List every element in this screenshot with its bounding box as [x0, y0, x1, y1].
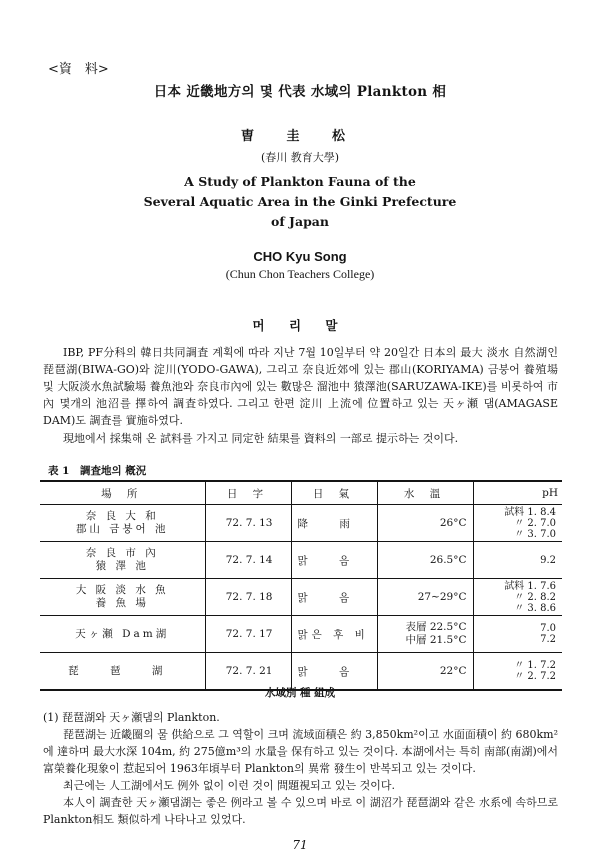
cell-date: 72. 7. 17 [205, 616, 291, 653]
section-paragraph-1: (1) 琵琶湖와 天ヶ瀬댐의 Plankton. [43, 711, 220, 724]
cell-temp: 27∼29°C [377, 579, 473, 616]
cell-place: 大 阪 淡 水 魚 養 魚 場 [40, 579, 205, 616]
title-english-line-2: Several Aquatic Area in the Ginki Prefecture [143, 194, 457, 209]
survey-sites-table [40, 480, 562, 691]
affiliation-english: (Chun Chon Teachers College) [225, 267, 375, 281]
title-korean: 日本 近畿地方의 몇 代表 水域의 Plankton 相 [153, 84, 447, 100]
title-english-line-1: A Study of Plankton Fauna of the [184, 174, 416, 189]
cell-ph: 〃 1. 7.2 〃 2. 7.2 [473, 653, 562, 691]
cell-place: 奈 良 市 內 猿 澤 池 [40, 542, 205, 579]
cell-ph: 試料 1. 7.6 〃 2. 8.2 〃 3. 8.6 [473, 579, 562, 616]
section-heading: 水域別 種 組成 [264, 687, 336, 699]
section-paragraph-2: 琵琶湖는 近畿圈의 물 供給으로 그 역할이 크며 流域面積은 約 3,850km²이고 水面面積이 約 680km²에 達하며 最大水深 104m, 約 275億m³의 水量을 保有하고 있는 것이다. 本湖에서는 특히 南部(南湖)에서 富榮養化現象이 惹起되어 1963年頃부터 Plankton의 異常 發生이 반복되고 있는 것이다. [43, 728, 558, 775]
cell-date: 72. 7. 18 [205, 579, 291, 616]
header-weather: 日 氣 [291, 481, 377, 505]
cell-ph: 試料 1. 8.4 〃 2. 7.0 〃 3. 7.0 [473, 505, 562, 542]
page-number: 71 [292, 838, 308, 852]
cell-date: 72. 7. 13 [205, 505, 291, 542]
cell-date: 72. 7. 14 [205, 542, 291, 579]
section-paragraph-4: 本人이 調査한 天ヶ瀬댐湖는 좋은 例라고 볼 수 있으며 바로 이 湖沼가 琵琶湖와 같은 水系에 속하므로 Plankton相도 類似하게 나타나고 있었다. [43, 796, 558, 826]
table-title: 表 1 調査地의 槪況 [48, 465, 147, 477]
author-english: CHO Kyu Song [253, 249, 347, 264]
preface-heading: 머 리 말 [252, 318, 348, 333]
table-row [40, 616, 562, 653]
cell-ph: 7.0 7.2 [473, 616, 562, 653]
cell-temp: 26.5°C [377, 542, 473, 579]
title-english-line-3: of Japan [270, 214, 329, 229]
cell-weather: 맑 음 [291, 542, 377, 579]
cell-date: 72. 7. 21 [205, 653, 291, 691]
cell-place: 天ヶ瀬 Dam湖 [40, 616, 205, 653]
cell-weather: 降 雨 [291, 505, 377, 542]
table-row [40, 505, 562, 542]
header-water-temp: 水 溫 [377, 481, 473, 505]
document-label: <資 料> [48, 62, 109, 77]
author-korean: 曺 圭 松 [240, 129, 360, 144]
cell-temp: 表層 22.5°C 中層 21.5°C [377, 616, 473, 653]
cell-weather: 맑 음 [291, 653, 377, 691]
cell-ph: 9.2 [473, 542, 562, 579]
section-paragraph-3: 최근에는 人工湖에서도 例外 없이 이런 것이 問題視되고 있는 것이다. [63, 779, 395, 792]
table-row [40, 579, 562, 616]
affiliation-korean: (春川 教育大學) [260, 151, 340, 164]
cell-place: 琵 琶 湖 [40, 653, 205, 691]
header-ph: pH [473, 481, 562, 505]
cell-weather: 맑 음 [291, 579, 377, 616]
cell-weather: 맑은 후 비 [291, 616, 377, 653]
table-row [40, 542, 562, 579]
cell-temp: 22°C [377, 653, 473, 691]
cell-temp: 26°C [377, 505, 473, 542]
header-place: 場 所 [40, 481, 205, 505]
preface-paragraph-1: IBP, PF分科의 韓日共同調査 계획에 따라 지난 7월 10일부터 약 20일간 日本의 最大 淡水 自然湖인 琵琶湖(BIWA-GO)와 淀川(YODO-GAWA), 그리고 奈良近郊에 있는 郡山(KORIYAMA) 금붕어 養殖場 및 大阪淡水魚試驗場 養魚池와 奈良市內에 있는 數많은 溜池中 猿澤池(SARUZAWA-IKE)를 비롯하여 市內 몇개의 池沼를 擇하여 調査하였다. 그리고 한편 淀川 上流에 位置하고 있는 天ヶ瀬 댐(AMAGASE DAM)도 調査를 實施하였다. [43, 346, 558, 427]
preface-paragraph-2: 現地에서 採集해 온 試料를 가지고 同定한 結果를 資料의 一部로 提示하는 것이다. [63, 432, 459, 445]
cell-place: 奈 良 大 和 郡山 금붕어 池 [40, 505, 205, 542]
table-header-row [40, 481, 562, 505]
header-date: 日 字 [205, 481, 291, 505]
